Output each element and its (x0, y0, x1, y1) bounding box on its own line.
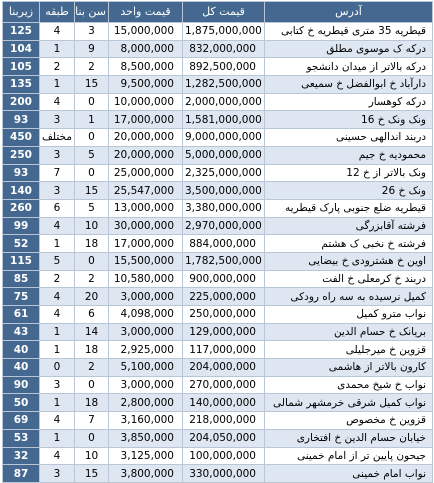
cell-age: 7 (75, 412, 109, 430)
cell-age: 0 (75, 376, 109, 394)
table-row (3, 129, 433, 147)
cell-area: 260 (3, 199, 40, 217)
cell-address: فرشته خ نخبی ک هشتم (265, 235, 433, 253)
cell-age: 0 (75, 129, 109, 147)
cell-age: 6 (75, 306, 109, 324)
cell-floor: 6 (40, 199, 75, 217)
cell-total-price: 892,500,000 (183, 58, 265, 76)
table-row (3, 323, 433, 341)
cell-age: 14 (75, 323, 109, 341)
cell-age: 0 (75, 429, 109, 447)
cell-age: 18 (75, 235, 109, 253)
cell-unit-price: 17,000,000 (109, 235, 183, 253)
cell-address: درکه کوهسار (265, 93, 433, 111)
cell-age: 5 (75, 146, 109, 164)
cell-unit-price: 2,800,000 (109, 394, 183, 412)
cell-floor: 1 (40, 40, 75, 58)
cell-area: 52 (3, 235, 40, 253)
cell-total-price: 884,000,000 (183, 235, 265, 253)
cell-unit-price: 3,000,000 (109, 376, 183, 394)
cell-floor: مختلف (40, 129, 75, 147)
cell-area: 450 (3, 129, 40, 147)
cell-age: 2 (75, 359, 109, 377)
cell-area: 93 (3, 164, 40, 182)
cell-area: 200 (3, 93, 40, 111)
cell-address: بریانک خ حسام الدین (265, 323, 433, 341)
cell-unit-price: 30,000,000 (109, 217, 183, 235)
cell-address: اوین خ هشترودی خ بیضایی (265, 252, 433, 270)
cell-age: 5 (75, 199, 109, 217)
cell-age: 2 (75, 58, 109, 76)
cell-total-price: 5,000,000,000 (183, 146, 265, 164)
cell-unit-price: 17,000,000 (109, 111, 183, 129)
cell-age: 0 (75, 93, 109, 111)
cell-address: فرشته آقابزرگی (265, 217, 433, 235)
cell-total-price: 225,000,000 (183, 288, 265, 306)
cell-total-price: 250,000,000 (183, 306, 265, 324)
cell-unit-price: 20,000,000 (109, 146, 183, 164)
cell-address: درکه بالاتر از میدان دانشجو (265, 58, 433, 76)
table-row (3, 111, 433, 129)
cell-unit-price: 2,925,000 (109, 341, 183, 359)
cell-area: 32 (3, 447, 40, 465)
cell-unit-price: 8,000,000 (109, 40, 183, 58)
cell-area: 140 (3, 182, 40, 200)
table-row (3, 394, 433, 412)
cell-age: 3 (75, 23, 109, 41)
cell-address: قزوین خ مخصوص (265, 412, 433, 430)
table-row (3, 447, 433, 465)
cell-area: 53 (3, 429, 40, 447)
cell-floor: 4 (40, 447, 75, 465)
cell-area: 61 (3, 306, 40, 324)
cell-area: 90 (3, 376, 40, 394)
header-area: زیربنا (3, 2, 40, 23)
cell-address: جیحون پایین تر از امام خمینی (265, 447, 433, 465)
cell-floor: 1 (40, 341, 75, 359)
cell-unit-price: 8,500,000 (109, 58, 183, 76)
cell-area: 43 (3, 323, 40, 341)
table-row (3, 40, 433, 58)
table-row (3, 199, 433, 217)
cell-area: 50 (3, 394, 40, 412)
cell-floor: 0 (40, 359, 75, 377)
cell-floor: 1 (40, 323, 75, 341)
cell-total-price: 117,000,000 (183, 341, 265, 359)
table-row (3, 252, 433, 270)
cell-address: ونک ونک خ 16 (265, 111, 433, 129)
cell-address: ونک خ 26 (265, 182, 433, 200)
table-row (3, 23, 433, 41)
cell-area: 40 (3, 359, 40, 377)
header-floor: طبقه (40, 2, 75, 23)
table-row (3, 306, 433, 324)
cell-unit-price: 3,000,000 (109, 288, 183, 306)
cell-unit-price: 3,000,000 (109, 323, 183, 341)
cell-area: 87 (3, 465, 40, 483)
cell-floor: 3 (40, 182, 75, 200)
cell-area: 104 (3, 40, 40, 58)
cell-total-price: 270,000,000 (183, 376, 265, 394)
cell-floor: 4 (40, 23, 75, 41)
cell-floor: 3 (40, 465, 75, 483)
cell-floor: 3 (40, 376, 75, 394)
cell-floor: 3 (40, 111, 75, 129)
table-row (3, 341, 433, 359)
header-row (3, 2, 433, 23)
cell-total-price: 3,500,000,000 (183, 182, 265, 200)
table-row (3, 270, 433, 288)
table-row (3, 376, 433, 394)
cell-unit-price: 10,000,000 (109, 93, 183, 111)
cell-address: ونک بالاتر از خ 12 (265, 164, 433, 182)
cell-unit-price: 15,000,000 (109, 23, 183, 41)
cell-unit-price: 9,500,000 (109, 76, 183, 94)
cell-address: درکه ک موسوی مطلق (265, 40, 433, 58)
table-row (3, 235, 433, 253)
cell-total-price: 204,000,000 (183, 359, 265, 377)
cell-unit-price: 15,500,000 (109, 252, 183, 270)
cell-floor: 1 (40, 394, 75, 412)
cell-address: محمودیه خ جیم (265, 146, 433, 164)
cell-age: 9 (75, 40, 109, 58)
cell-age: 0 (75, 252, 109, 270)
cell-unit-price: 25,000,000 (109, 164, 183, 182)
cell-unit-price: 13,000,000 (109, 199, 183, 217)
cell-total-price: 204,050,000 (183, 429, 265, 447)
cell-floor: 1 (40, 76, 75, 94)
cell-address: نواب امام خمینی (265, 465, 433, 483)
cell-total-price: 832,000,000 (183, 40, 265, 58)
cell-total-price: 9,000,000,000 (183, 129, 265, 147)
cell-unit-price: 3,850,000 (109, 429, 183, 447)
table-row (3, 182, 433, 200)
listing-table-container (2, 1, 432, 483)
cell-total-price: 129,000,000 (183, 323, 265, 341)
cell-unit-price: 3,800,000 (109, 465, 183, 483)
cell-total-price: 2,970,000,000 (183, 217, 265, 235)
cell-address: دربند اندالهی حسینی (265, 129, 433, 147)
header-unit-price: قیمت واحد (109, 2, 183, 23)
cell-unit-price: 4,098,000 (109, 306, 183, 324)
header-address: آدرس (265, 2, 433, 23)
table-row (3, 288, 433, 306)
cell-unit-price: 5,100,000 (109, 359, 183, 377)
table-row (3, 465, 433, 483)
cell-age: 10 (75, 447, 109, 465)
cell-address: خیابان حسام الدین خ افتخاری (265, 429, 433, 447)
cell-total-price: 3,380,000,000 (183, 199, 265, 217)
cell-area: 105 (3, 58, 40, 76)
cell-age: 18 (75, 341, 109, 359)
cell-area: 69 (3, 412, 40, 430)
cell-address: قیطریه 35 متری قیطریه خ کتابی (265, 23, 433, 41)
cell-address: دارآباد خ ابوالفضل خ سمیعی (265, 76, 433, 94)
cell-floor: 2 (40, 58, 75, 76)
cell-floor: 7 (40, 164, 75, 182)
cell-total-price: 1,581,000,000 (183, 111, 265, 129)
cell-floor: 4 (40, 288, 75, 306)
cell-total-price: 140,000,000 (183, 394, 265, 412)
cell-address: کارون بالاتر از هاشمی (265, 359, 433, 377)
table-row (3, 93, 433, 111)
cell-area: 135 (3, 76, 40, 94)
cell-total-price: 1,782,500,000 (183, 252, 265, 270)
cell-age: 2 (75, 270, 109, 288)
cell-address: نواب خ شیخ محمدی (265, 376, 433, 394)
cell-total-price: 1,282,500,000 (183, 76, 265, 94)
cell-floor: 2 (40, 270, 75, 288)
cell-floor: 4 (40, 217, 75, 235)
cell-floor: 4 (40, 93, 75, 111)
cell-unit-price: 3,160,000 (109, 412, 183, 430)
cell-age: 15 (75, 76, 109, 94)
cell-floor: 4 (40, 306, 75, 324)
cell-address: قزوین خ میرجلیلی (265, 341, 433, 359)
header-age: سن بنا (75, 2, 109, 23)
cell-area: 115 (3, 252, 40, 270)
cell-floor: 5 (40, 252, 75, 270)
cell-area: 40 (3, 341, 40, 359)
cell-age: 18 (75, 394, 109, 412)
property-listing-table (2, 1, 433, 483)
cell-unit-price: 20,000,000 (109, 129, 183, 147)
cell-unit-price: 10,580,000 (109, 270, 183, 288)
table-row (3, 146, 433, 164)
cell-total-price: 900,000,000 (183, 270, 265, 288)
table-row (3, 429, 433, 447)
cell-age: 1 (75, 111, 109, 129)
table-row (3, 76, 433, 94)
cell-total-price: 2,325,000,000 (183, 164, 265, 182)
cell-address: کمیل نرسیده به سه راه رودکی (265, 288, 433, 306)
cell-area: 75 (3, 288, 40, 306)
cell-age: 15 (75, 465, 109, 483)
cell-address: نواب مترو کمیل (265, 306, 433, 324)
cell-area: 125 (3, 23, 40, 41)
table-body (3, 23, 433, 483)
table-row (3, 58, 433, 76)
cell-area: 85 (3, 270, 40, 288)
cell-area: 250 (3, 146, 40, 164)
cell-floor: 4 (40, 412, 75, 430)
cell-total-price: 218,000,000 (183, 412, 265, 430)
cell-address: نواب کمیل شرقی خرمشهر شمالی (265, 394, 433, 412)
cell-floor: 1 (40, 235, 75, 253)
cell-total-price: 1,875,000,000 (183, 23, 265, 41)
header-total-price: قیمت کل (183, 2, 265, 23)
cell-floor: 1 (40, 429, 75, 447)
table-row (3, 217, 433, 235)
cell-total-price: 2,000,000,000 (183, 93, 265, 111)
cell-age: 20 (75, 288, 109, 306)
cell-unit-price: 3,125,000 (109, 447, 183, 465)
cell-age: 0 (75, 164, 109, 182)
cell-total-price: 330,000,000 (183, 465, 265, 483)
table-row (3, 412, 433, 430)
cell-age: 15 (75, 182, 109, 200)
cell-age: 10 (75, 217, 109, 235)
cell-address: دربند خ کرمعلی خ الفت (265, 270, 433, 288)
cell-area: 99 (3, 217, 40, 235)
cell-floor: 3 (40, 146, 75, 164)
cell-area: 93 (3, 111, 40, 129)
cell-total-price: 100,000,000 (183, 447, 265, 465)
table-row (3, 359, 433, 377)
cell-unit-price: 25,547,000 (109, 182, 183, 200)
cell-address: قیطریه ضلع جنوبی پارک قیطریه (265, 199, 433, 217)
table-row (3, 164, 433, 182)
